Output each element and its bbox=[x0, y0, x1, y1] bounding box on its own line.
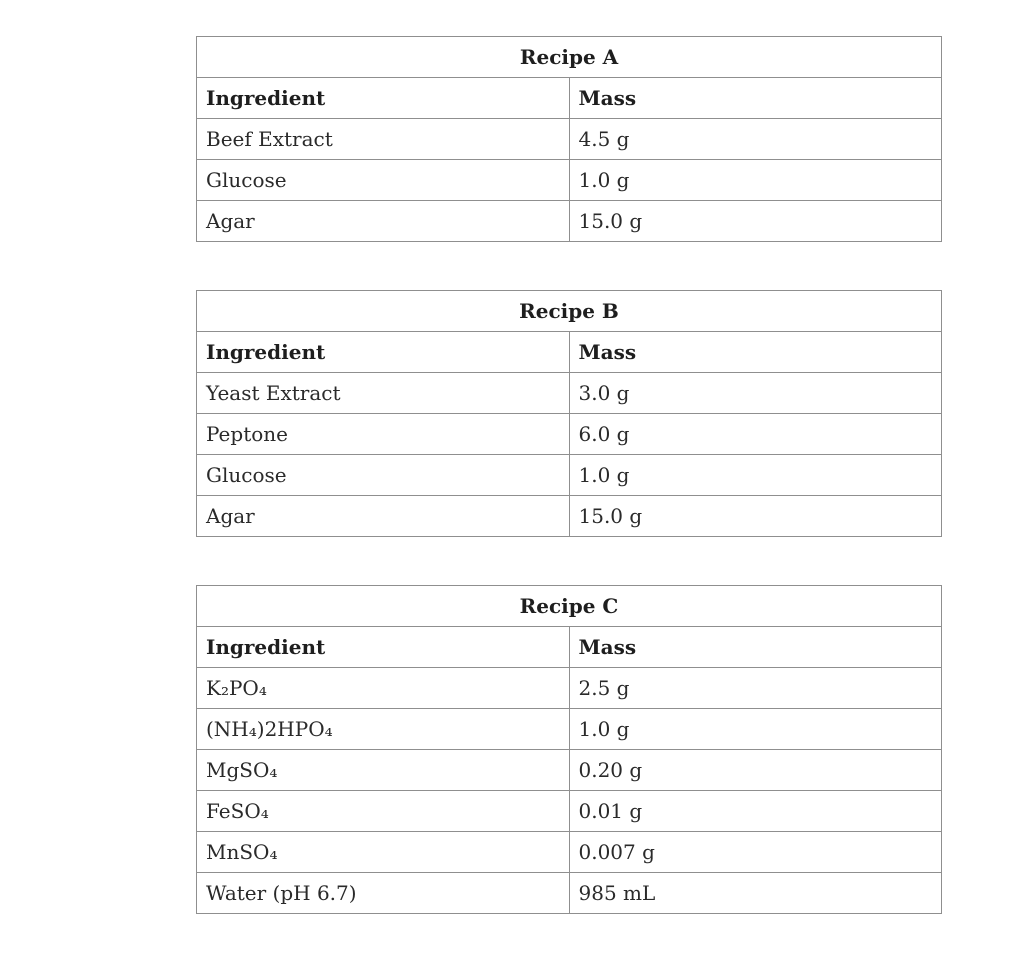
table-title-row bbox=[197, 291, 942, 332]
ingredient-cell: Water (pH 6.7) bbox=[197, 873, 570, 914]
mass-cell: 4.5 g bbox=[569, 119, 942, 160]
ingredient-header: Ingredient bbox=[197, 78, 570, 119]
mass-cell: 3.0 g bbox=[569, 373, 942, 414]
table-row bbox=[197, 119, 942, 160]
table-title-row bbox=[197, 586, 942, 627]
mass-header: Mass bbox=[569, 627, 942, 668]
mass-cell: 1.0 g bbox=[569, 709, 942, 750]
table-row bbox=[197, 455, 942, 496]
table-row bbox=[197, 160, 942, 201]
mass-cell: 15.0 g bbox=[569, 201, 942, 242]
table-title: Recipe B bbox=[197, 291, 942, 332]
table-title: Recipe A bbox=[197, 37, 942, 78]
mass-cell: 1.0 g bbox=[569, 455, 942, 496]
mass-cell: 15.0 g bbox=[569, 496, 942, 537]
ingredient-cell: K₂PO₄ bbox=[197, 668, 570, 709]
table-header-row bbox=[197, 78, 942, 119]
recipe-c-table bbox=[196, 585, 942, 914]
table-row bbox=[197, 873, 942, 914]
table-row bbox=[197, 373, 942, 414]
ingredient-cell: MgSO₄ bbox=[197, 750, 570, 791]
mass-cell: 0.007 g bbox=[569, 832, 942, 873]
ingredient-cell: MnSO₄ bbox=[197, 832, 570, 873]
table-row bbox=[197, 414, 942, 455]
table-title-row bbox=[197, 37, 942, 78]
mass-cell: 985 mL bbox=[569, 873, 942, 914]
table-row bbox=[197, 791, 942, 832]
ingredient-cell: (NH₄)2HPO₄ bbox=[197, 709, 570, 750]
ingredient-cell: Peptone bbox=[197, 414, 570, 455]
mass-header: Mass bbox=[569, 78, 942, 119]
mass-header: Mass bbox=[569, 332, 942, 373]
mass-cell: 0.01 g bbox=[569, 791, 942, 832]
table-row bbox=[197, 750, 942, 791]
ingredient-cell: Glucose bbox=[197, 455, 570, 496]
table-row bbox=[197, 201, 942, 242]
mass-cell: 6.0 g bbox=[569, 414, 942, 455]
ingredient-cell: Beef Extract bbox=[197, 119, 570, 160]
ingredient-cell: FeSO₄ bbox=[197, 791, 570, 832]
table-title: Recipe C bbox=[197, 586, 942, 627]
mass-cell: 0.20 g bbox=[569, 750, 942, 791]
table-header-row bbox=[197, 332, 942, 373]
ingredient-header: Ingredient bbox=[197, 332, 570, 373]
table-row bbox=[197, 709, 942, 750]
ingredient-cell: Agar bbox=[197, 201, 570, 242]
mass-cell: 1.0 g bbox=[569, 160, 942, 201]
table-row bbox=[197, 496, 942, 537]
table-header-row bbox=[197, 627, 942, 668]
table-row bbox=[197, 832, 942, 873]
ingredient-cell: Glucose bbox=[197, 160, 570, 201]
ingredient-cell: Yeast Extract bbox=[197, 373, 570, 414]
mass-cell: 2.5 g bbox=[569, 668, 942, 709]
ingredient-header: Ingredient bbox=[197, 627, 570, 668]
recipe-a-table bbox=[196, 36, 942, 242]
recipe-b-table bbox=[196, 290, 942, 537]
table-row bbox=[197, 668, 942, 709]
ingredient-cell: Agar bbox=[197, 496, 570, 537]
